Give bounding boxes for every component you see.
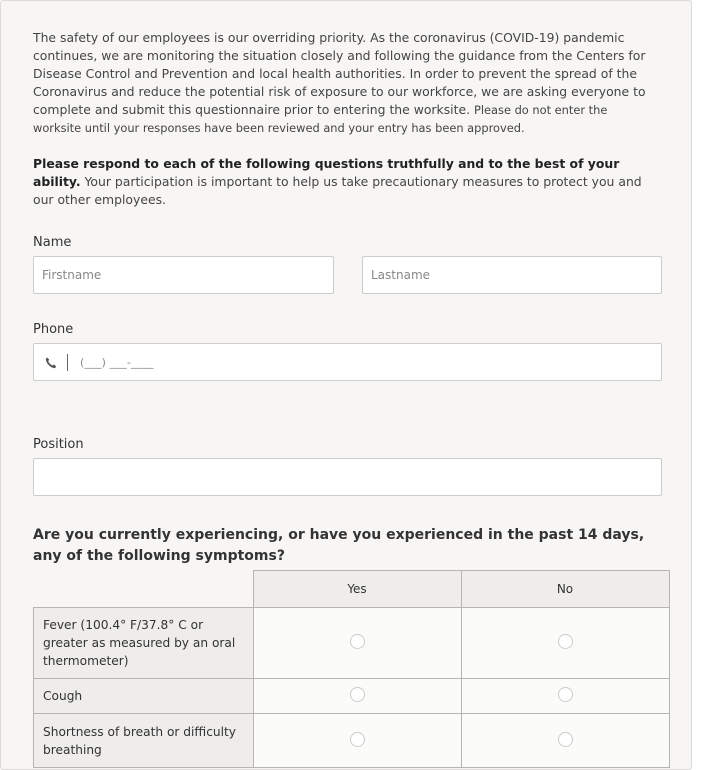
cough-no-radio[interactable] xyxy=(558,687,573,702)
cell-yes xyxy=(253,608,461,679)
phone-label: Phone xyxy=(33,322,74,337)
firstname-input[interactable] xyxy=(33,256,334,294)
symptoms-matrix xyxy=(33,570,670,768)
instructions-text xyxy=(33,155,658,209)
breath-yes-radio[interactable] xyxy=(350,732,365,747)
instructions-bold: Please respond to each of the following questions truthfully and to the best of your ability. xyxy=(33,156,620,189)
phone-icon xyxy=(44,356,58,370)
instructions-rest: Your participation is important to help us take precautionary measures to protect you and our other employees. xyxy=(33,174,642,207)
cough-yes-radio[interactable] xyxy=(350,687,365,702)
position-label: Position xyxy=(33,437,84,452)
symptoms-question: Are you currently experiencing, or have you experienced in the past 14 days, any of the following symptoms? xyxy=(33,527,645,564)
column-no: No xyxy=(461,571,669,608)
phone-mask: (___) ___-____ xyxy=(80,356,154,369)
row-label-breath: Shortness of breath or difficulty breathing xyxy=(34,714,254,768)
cell-no xyxy=(461,714,669,768)
cell-no xyxy=(461,679,669,714)
column-yes: Yes xyxy=(253,571,461,608)
cell-yes xyxy=(253,714,461,768)
matrix-header xyxy=(34,571,670,608)
row-label-cough: Cough xyxy=(34,679,254,714)
cell-yes xyxy=(253,679,461,714)
table-row xyxy=(34,714,670,768)
intro-text xyxy=(33,29,658,137)
intro-note: Please do not enter the worksite until your responses have been reviewed and your entry has been approved. xyxy=(33,103,608,135)
matrix-corner xyxy=(34,571,254,608)
lastname-input[interactable] xyxy=(362,256,662,294)
table-row xyxy=(34,608,670,679)
position-input[interactable] xyxy=(33,458,662,496)
fever-no-radio[interactable] xyxy=(558,634,573,649)
phone-separator xyxy=(67,354,68,371)
fever-yes-radio[interactable] xyxy=(350,634,365,649)
intro-main: The safety of our employees is our overriding priority. As the coronavirus (COVID-19) pandemic continues, we are monitoring the situation closely and following the guidance from the Centers for Disease Control and Prevention and local health authorities. In order to prevent the spread of the Coronavirus and reduce the potential risk of exposure to our workforce, we are asking everyone to complete and submit this questionnaire prior to entering the worksite. xyxy=(33,30,646,117)
table-row xyxy=(34,679,670,714)
name-label: Name xyxy=(33,235,72,250)
cell-no xyxy=(461,608,669,679)
breath-no-radio[interactable] xyxy=(558,732,573,747)
row-label-fever: Fever (100.4° F/37.8° C or greater as measured by an oral thermometer) xyxy=(34,608,254,679)
